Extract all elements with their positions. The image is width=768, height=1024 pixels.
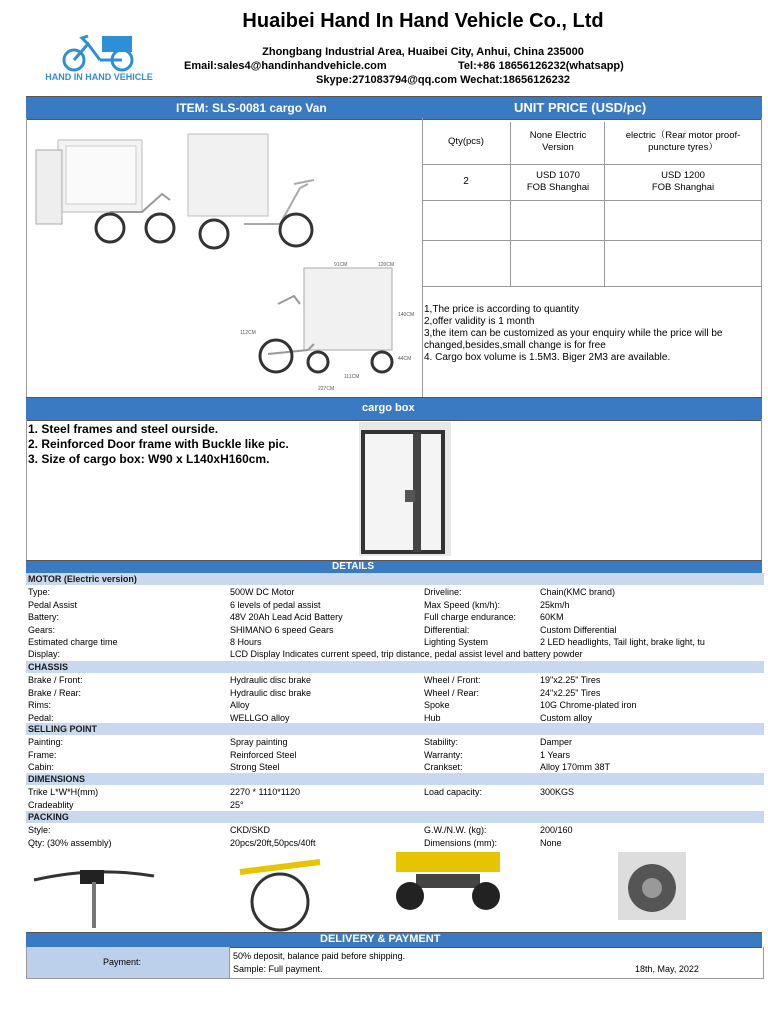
spec-label: Painting: <box>28 737 64 747</box>
company-address-block <box>184 45 648 87</box>
spec-row <box>28 761 764 773</box>
spec-label: Cabin: <box>28 762 55 772</box>
spec-label: Wheel / Rear: <box>424 687 480 698</box>
spec-line: 2. Reinforced Door frame with Buckle like pic. <box>28 437 289 451</box>
display-row <box>28 648 764 660</box>
spec-label: Frame: <box>28 749 57 760</box>
qty-value: 2 <box>463 176 469 187</box>
spec-value: Hydraulic disc brake <box>230 687 312 698</box>
note-line: 2,offer validity is 1 month <box>424 316 535 327</box>
contact-line <box>184 59 648 73</box>
spec-value: 24"x2.25" Tires <box>540 687 601 698</box>
section-motor: MOTOR (Electric version) <box>26 573 764 585</box>
spec-label: Pedal: <box>28 712 54 723</box>
document-date: 18th, May, 2022 <box>635 964 699 974</box>
spec-value: WELLGO alloy <box>230 712 290 723</box>
section-chassis: CHASSIS <box>26 661 764 673</box>
spec-label: Display: <box>28 649 61 659</box>
spec-label: Trike L*W*H(mm) <box>28 787 99 797</box>
payment-label-cell <box>27 947 230 978</box>
spec-value: 200/160 <box>540 825 573 835</box>
spec-value: 25km/h <box>540 599 570 610</box>
spec-value: Alloy <box>230 700 250 710</box>
payment-label: Payment: <box>103 957 142 967</box>
spec-row <box>28 674 764 686</box>
delivery-title: DELIVERY & PAYMENT <box>320 933 441 945</box>
section-dimensions: DIMENSIONS <box>26 773 764 785</box>
price-text: USD 1200 FOB Shanghai <box>651 170 715 193</box>
non-electric-price <box>514 170 602 194</box>
handlebar-photo <box>28 852 160 928</box>
spec-row <box>28 636 764 648</box>
spec-label: Rims: <box>28 700 51 710</box>
spec-label: Warranty: <box>424 749 463 760</box>
note-line: 4. Cargo box volume is 1.5M3. Biger 2M3 are available. <box>424 352 671 363</box>
spec-row <box>28 586 764 598</box>
spec-row <box>28 599 764 611</box>
spec-value: 500W DC Motor <box>230 587 295 597</box>
spec-value: Custom Differential <box>540 624 617 635</box>
spec-row <box>28 824 764 836</box>
spec-value: Damper <box>540 737 573 747</box>
spec-value: Reinforced Steel <box>230 749 297 760</box>
spec-value: CKD/SKD <box>230 825 271 835</box>
spec-label: Pedal Assist <box>28 599 78 610</box>
spec-label: Estimated charge time <box>28 637 118 647</box>
product-dimension-drawing <box>238 254 418 394</box>
spec-value: Alloy 170mm 38T <box>540 762 611 772</box>
spec-value: LCD Display Indicates current speed, trip distance, pedal assist level and battery powder <box>230 649 583 659</box>
motor-hub-photo <box>618 852 686 920</box>
spec-label: Spoke <box>424 700 450 710</box>
electric-price <box>608 170 758 194</box>
section-selling-point: SELLING POINT <box>26 723 764 735</box>
address-line: Zhongbang Industrial Area, Huaibei City, Anhui, China 235000 <box>262 46 584 58</box>
spec-value: 10G Chrome-plated iron <box>540 700 637 710</box>
spec-label: Brake / Front: <box>28 675 83 685</box>
company-logo <box>26 30 172 84</box>
spec-value: Hydraulic disc brake <box>230 675 312 685</box>
logo-text: HAND IN HAND VEHICLE <box>45 72 153 82</box>
spec-label: Gears: <box>28 624 56 635</box>
spec-value: 48V 20Ah Lead Acid Battery <box>230 612 343 622</box>
item-title: ITEM: SLS-0081 cargo Van <box>176 101 327 115</box>
product-photo-open-door <box>30 124 178 254</box>
spec-label: Differential: <box>424 624 470 635</box>
front-wheel-photo <box>230 852 330 932</box>
spec-label: Cradeablity <box>28 799 74 810</box>
spec-label: Wheel / Front: <box>424 675 481 685</box>
spec-value: 2 LED headlights, Tail light, brake light, tu <box>540 637 705 647</box>
spec-value: None <box>540 837 562 848</box>
skype-line: Skype:271083794@qq.com Wechat:18656126232 <box>316 74 570 86</box>
spec-row <box>28 712 764 724</box>
tel-text: Tel:+86 18656126232(whatsapp) <box>458 60 624 72</box>
delivery-bar <box>26 932 762 948</box>
cargo-box-bar <box>26 397 762 421</box>
details-title: DETAILS <box>332 561 375 572</box>
spec-value: Custom alloy <box>540 712 593 723</box>
spec-row <box>28 786 764 798</box>
payment-row <box>26 947 764 979</box>
spec-value: 25° <box>230 799 244 810</box>
dim-label: 111CM <box>344 374 360 380</box>
spec-line: 3. Size of cargo box: W90 x L140xH160cm. <box>28 452 270 466</box>
item-bar <box>26 96 762 120</box>
spec-label: Load capacity: <box>424 787 483 797</box>
payment-line-2: Sample: Full payment. <box>233 964 323 974</box>
product-photo-closed <box>184 124 330 254</box>
dim-label: 112CM <box>240 330 256 336</box>
dim-label: 91CM <box>334 262 348 268</box>
spec-label: Lighting System <box>424 637 489 647</box>
notes-block <box>424 304 764 364</box>
spec-value: 8 Hours <box>230 637 262 647</box>
spec-line: 1. Steel frames and steel ourside. <box>28 422 219 436</box>
price-text: USD 1070 FOB Shanghai <box>526 170 590 193</box>
spec-label: Type: <box>28 587 51 597</box>
spec-label: Max Speed (km/h): <box>424 599 501 610</box>
spec-label: Style: <box>28 825 51 835</box>
cargo-box-title: cargo box <box>362 402 415 414</box>
spec-value: 1 Years <box>540 749 571 760</box>
spec-label: Qty: (30% assembly) <box>28 837 112 848</box>
note-line: 3,the item can be customized as your enquiry while the price will be changed,besides,small change is for free <box>424 328 723 351</box>
non-electric-header: None Electric Version <box>529 130 587 153</box>
spec-label: Full charge endurance: <box>424 612 517 622</box>
table-border <box>26 118 27 398</box>
spec-label: G.W./N.W. (kg): <box>424 825 487 835</box>
dim-label: 44CM <box>398 356 412 362</box>
rear-axle-photo <box>396 852 500 918</box>
spec-label: Dimensions (mm): <box>424 837 498 848</box>
spec-label: Crankset: <box>424 762 463 772</box>
spec-row <box>28 799 764 811</box>
spec-row <box>28 736 764 748</box>
spec-row <box>28 749 764 761</box>
spec-label: Brake / Rear: <box>28 687 82 698</box>
spec-value: 20pcs/20ft,50pcs/40ft <box>230 837 316 848</box>
spec-value: Chain(KMC brand) <box>540 587 616 597</box>
dim-label: 120CM <box>378 262 395 268</box>
spec-row <box>28 687 764 699</box>
unit-price-title: UNIT PRICE (USD/pc) <box>514 100 647 115</box>
section-packing: PACKING <box>26 811 764 823</box>
dim-label: 140CM <box>398 312 415 318</box>
table-divider <box>422 118 423 398</box>
spec-label: Stability: <box>424 737 459 747</box>
company-name: Huaibei Hand In Hand Vehicle Co., Ltd <box>242 10 604 32</box>
electric-header: electric（Rear motor proof-puncture tyres） <box>625 130 741 153</box>
spec-value: Spray painting <box>230 737 288 747</box>
spec-value: 2270 * 1110*1120 <box>230 787 301 797</box>
spec-value: 60KM <box>540 612 564 622</box>
cargo-box-specs <box>28 422 289 467</box>
spec-row <box>28 837 764 849</box>
spec-label: Hub <box>424 712 441 723</box>
spec-row <box>28 699 764 711</box>
cargo-door-photo <box>359 422 451 556</box>
spec-row <box>28 611 764 623</box>
spec-value: 19"x2.25" Tires <box>540 675 601 685</box>
spec-value: SHIMANO 6 speed Gears <box>230 624 334 635</box>
note-line: 1,The price is according to quantity <box>424 304 580 315</box>
dim-label: 227CM <box>318 386 335 392</box>
payment-line-1: 50% deposit, balance paid before shipping. <box>233 951 406 961</box>
qty-header: Qty(pcs) <box>448 136 484 147</box>
email-text: Email:sales4@handinhandvehicle.com <box>184 60 387 72</box>
spec-row <box>28 624 764 636</box>
spec-label: Driveline: <box>424 587 462 597</box>
spec-value: Strong Steel <box>230 762 280 772</box>
spec-value: 6 levels of pedal assist <box>230 599 321 610</box>
spec-label: Battery: <box>28 612 60 622</box>
spec-value: 300KGS <box>540 787 575 797</box>
